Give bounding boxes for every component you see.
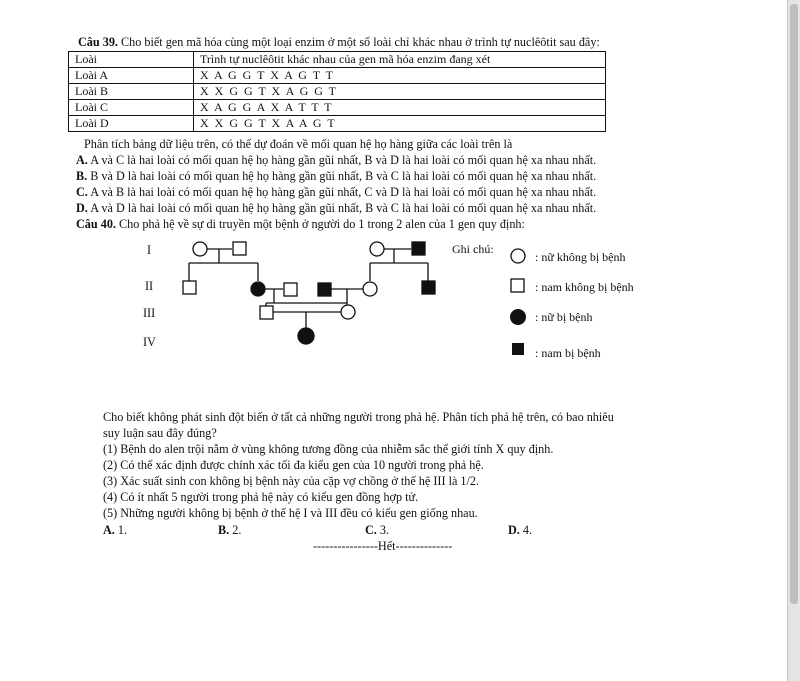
legend-text: : nam bị bệnh (535, 346, 601, 360)
pedigree-diagram (130, 238, 450, 348)
answer-option-d (508, 523, 532, 537)
legend-text: : nữ bị bệnh (535, 310, 593, 324)
q40-statement: (1) Bệnh do alen trội nằm ở vùng không tương đồng của nhiễm sắc thể giới tính X quy định. (103, 442, 554, 456)
table-row (69, 116, 606, 132)
option-label: B. (76, 169, 88, 183)
species-cell: Loài A (69, 68, 194, 84)
species-cell: Loài D (69, 116, 194, 132)
sequence-cell: X X G G T X A G G T (194, 84, 606, 100)
answer-value: 4. (519, 523, 533, 537)
q40-statement: (5) Những người không bị bệnh ở thế hệ I và III đều có kiểu gen giống nhau. (103, 506, 478, 520)
q39-text: Cho biết gen mã hóa cùng một loại enzim ở một số loài chỉ khác nhau ở trình tự nuclêôtit sau đây: (117, 35, 600, 49)
legend-square-filled-icon (512, 343, 524, 355)
legend-symbols (508, 246, 528, 366)
generation-label: I (147, 243, 152, 257)
female-unaffected-symbol (193, 242, 207, 256)
end-marker: ----------------Hết-------------- (313, 539, 453, 553)
male-affected-symbol (422, 281, 435, 294)
q40-heading (76, 217, 525, 231)
female-affected-symbol (298, 328, 314, 344)
legend-text: : nam không bị bệnh (535, 280, 634, 294)
sequence-cell: X X G G T X A A G T (194, 116, 606, 132)
option-label: C. (76, 185, 88, 199)
answer-label: A. (103, 523, 115, 537)
option-text: B và D là hai loài có mối quan hệ họ hàng gần gũi nhất, B và C là hai loài có mối quan hệ xa nhau nhất. (87, 169, 597, 183)
legend-circle-open-icon (511, 249, 525, 263)
q40-label: Câu 40. (76, 217, 116, 231)
q39-label: Câu 39. (78, 35, 118, 49)
answer-label: B. (218, 523, 230, 537)
species-cell: Loài C (69, 100, 194, 116)
legend-circle-filled-icon (510, 309, 526, 325)
q40-intro-cont: suy luận sau đây đúng? (103, 426, 217, 440)
q39-option-a (76, 153, 596, 167)
q40-text: Cho phả hệ về sự di truyền một bệnh ở người do 1 trong 2 alen của 1 gen quy định: (115, 217, 525, 231)
sequence-cell: X A G G T X A G T T (194, 68, 606, 84)
male-unaffected-symbol (183, 281, 196, 294)
generation-label: II (145, 279, 154, 293)
q39-option-d (76, 201, 596, 215)
legend-title: Ghi chú: (452, 242, 494, 256)
male-affected-symbol (412, 242, 425, 255)
answer-value: 2. (229, 523, 242, 537)
scrollbar-thumb[interactable] (790, 4, 798, 604)
q39-heading (78, 35, 600, 49)
option-label: D. (76, 201, 88, 215)
legend-text: : nữ không bị bệnh (535, 250, 626, 264)
female-unaffected-symbol (341, 305, 355, 319)
female-unaffected-symbol (370, 242, 384, 256)
q40-statement: (4) Có ít nhất 5 người trong phả hệ này có kiểu gen đồng hợp tử. (103, 490, 419, 504)
male-unaffected-symbol (260, 306, 273, 319)
table-header-cell: Trình tự nuclêôtit khác nhau của gen mã hóa enzim đang xét (194, 52, 606, 68)
answer-label: D. (508, 523, 520, 537)
table-row (69, 68, 606, 84)
male-unaffected-symbol (284, 283, 297, 296)
table-header-cell: Loài (69, 52, 194, 68)
female-unaffected-symbol (363, 282, 377, 296)
answer-value: 1. (114, 523, 128, 537)
option-text: A và C là hai loài có mối quan hệ họ hàng gần gũi nhất, B và D là hai loài có mối quan hệ xa nhau nhất. (87, 153, 597, 167)
q40-answers (103, 523, 563, 537)
q39-prompt: Phân tích bảng dữ liệu trên, có thể dự đoán về mối quan hệ họ hàng giữa các loài trên là (84, 137, 513, 151)
option-label: A. (76, 153, 88, 167)
option-text: A và D là hai loài có mối quan hệ họ hàng gần gũi nhất, B và C là hai loài có mối quan hệ xa nhau nhất. (87, 201, 597, 215)
q40-statement: (2) Có thể xác định được chính xác tối đa kiểu gen của 10 người trong phả hệ. (103, 458, 484, 472)
answer-label: C. (365, 523, 377, 537)
table-header-row (69, 52, 606, 68)
generation-label: IV (143, 335, 156, 349)
sequence-table (68, 51, 606, 132)
q39-option-c (76, 185, 596, 199)
q39-option-b (76, 169, 596, 183)
answer-option-a (103, 523, 127, 537)
female-affected-symbol (251, 282, 265, 296)
sequence-cell: X A G G A X A T T T (194, 100, 606, 116)
q40-statement: (3) Xác suất sinh con không bị bệnh này của cặp vợ chồng ở thế hệ III là 1/2. (103, 474, 480, 488)
generation-label: III (143, 306, 156, 320)
legend-square-open-icon (511, 279, 524, 292)
male-affected-symbol (318, 283, 331, 296)
table-row (69, 84, 606, 100)
answer-value: 3. (376, 523, 390, 537)
answer-option-c (365, 523, 389, 537)
table-row (69, 100, 606, 116)
option-text: A và B là hai loài có mối quan hệ họ hàng gần gũi nhất, C và D là hai loài có mối quan hệ xa nhau nhất. (87, 185, 597, 199)
q40-intro: Cho biết không phát sinh đột biến ở tất cả những người trong phả hệ. Phân tích phả hệ trên, có bao nhiêu (103, 410, 614, 424)
vertical-scrollbar[interactable] (787, 0, 800, 681)
species-cell: Loài B (69, 84, 194, 100)
answer-option-b (218, 523, 241, 537)
male-unaffected-symbol (233, 242, 246, 255)
